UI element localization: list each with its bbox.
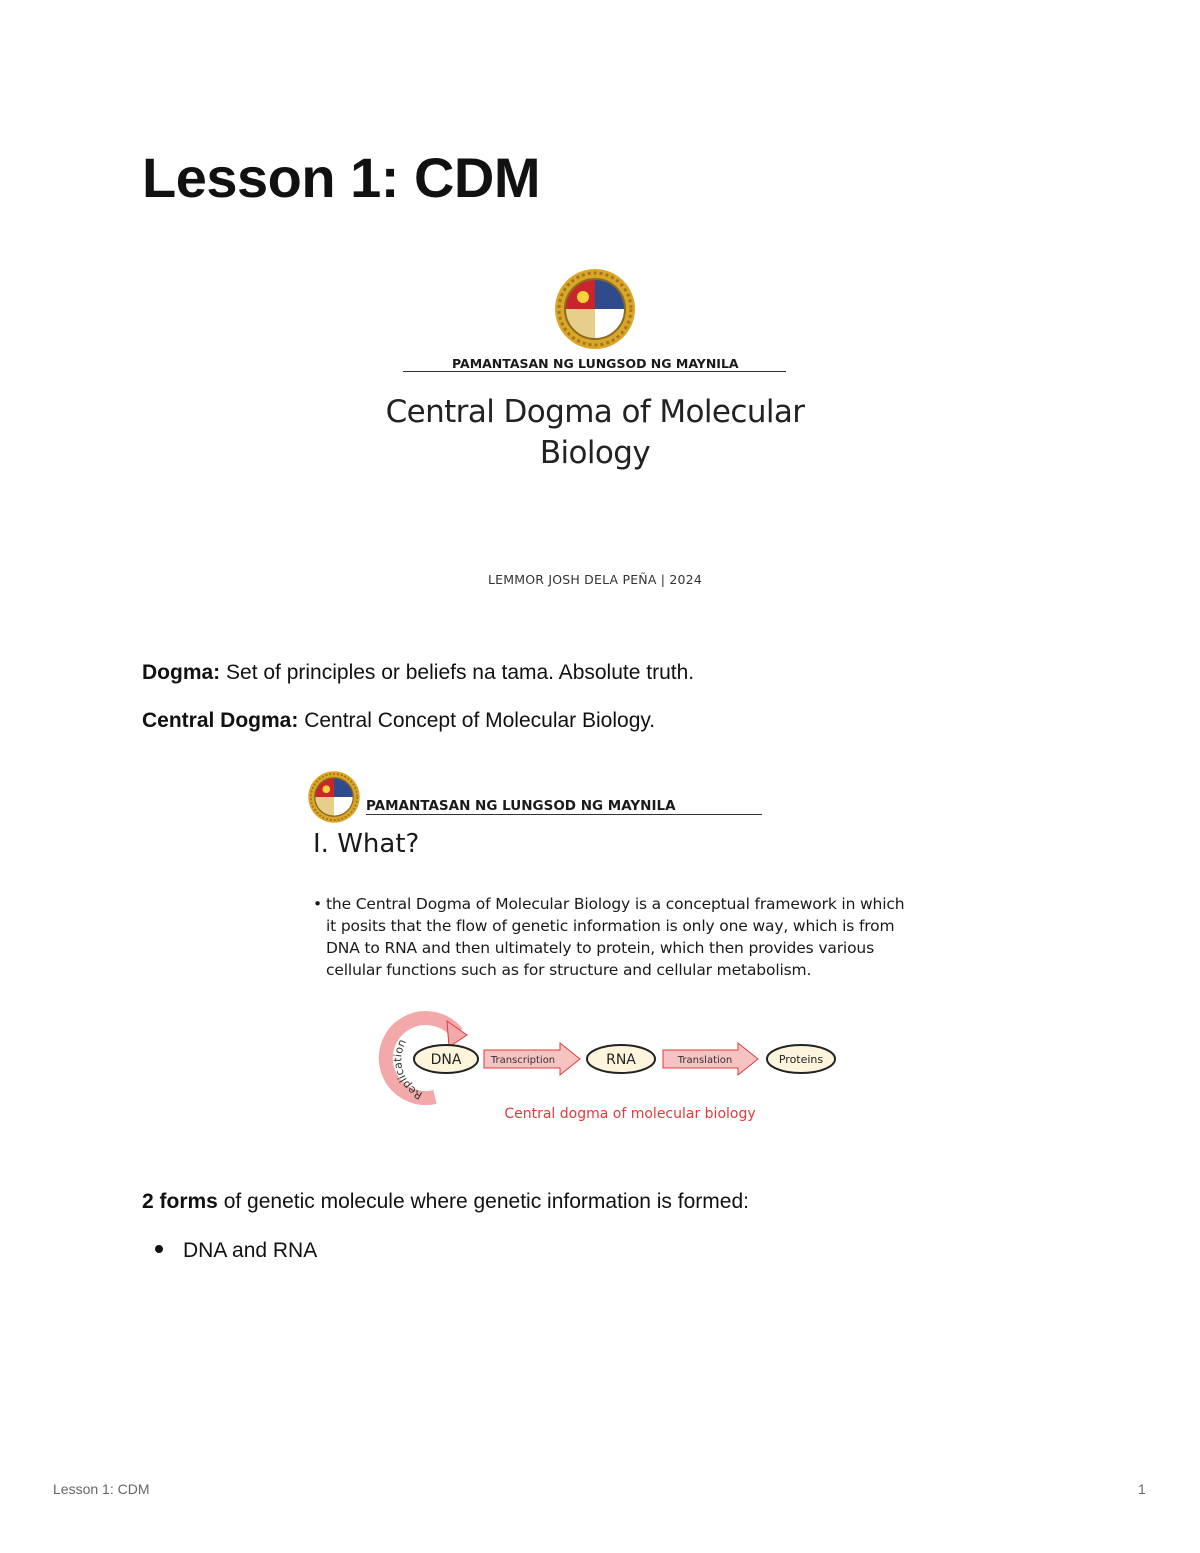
proteins-label: Proteins (778, 1053, 824, 1066)
diagram-caption: Central dogma of molecular biology (504, 1106, 756, 1122)
page-title: Lesson 1: CDM (142, 146, 540, 209)
replication-label: Replication (391, 1037, 425, 1102)
university-seal-icon (307, 770, 361, 824)
divider (403, 371, 786, 372)
slide-title-line-2: Biology (539, 435, 651, 471)
bullet-marker: • (313, 895, 323, 913)
list-item-text: DNA and RNA (183, 1239, 318, 1262)
central-dogma-diagram (375, 1005, 845, 1130)
slide-title-line-1: Central Dogma of Molecular (385, 394, 805, 430)
title-slide-image (285, 250, 915, 615)
slide-heading: I. What? (313, 829, 420, 859)
bullet-text: the Central Dogma of Molecular Biology is a conceptual framework in which it posits that the flow of genetic information is only one way, which is from DNA to RNA and then ultimately to protein, which then provides various cellular functions such as for structure and cellular metabolism. (326, 895, 905, 979)
definition-central-dogma (142, 707, 655, 735)
list-item (155, 1237, 317, 1265)
term: Dogma: (142, 661, 221, 684)
divider (366, 814, 762, 815)
university-name: PAMANTASAN NG LUNGSOD NG MAYNILA (452, 356, 739, 371)
slide-bullet (313, 893, 913, 981)
university-name: PAMANTASAN NG LUNGSOD NG MAYNILA (366, 798, 676, 814)
rna-label: RNA (606, 1052, 636, 1068)
forms-text: of genetic molecule where genetic information is formed: (217, 1190, 749, 1213)
definition-text: Central Concept of Molecular Biology. (298, 709, 656, 732)
definition-dogma (142, 659, 694, 687)
definition-text: Set of principles or beliefs na tama. Absolute truth. (220, 661, 695, 684)
author-line: LEMMOR JOSH DELA PEÑA | 2024 (488, 572, 702, 587)
translation-label: Translation (677, 1055, 733, 1066)
footer-title: Lesson 1: CDM (53, 1481, 150, 1497)
term: Central Dogma: (142, 709, 299, 732)
slide-title (285, 392, 905, 474)
forms-bold: 2 forms (142, 1190, 218, 1213)
page-number: 1 (1138, 1481, 1146, 1497)
transcription-label: Transcription (490, 1055, 556, 1066)
bullet-dot (155, 1245, 163, 1253)
university-seal-icon (553, 267, 637, 351)
what-slide-image (300, 765, 915, 1135)
forms-paragraph (142, 1188, 749, 1216)
dna-label: DNA (430, 1052, 462, 1068)
